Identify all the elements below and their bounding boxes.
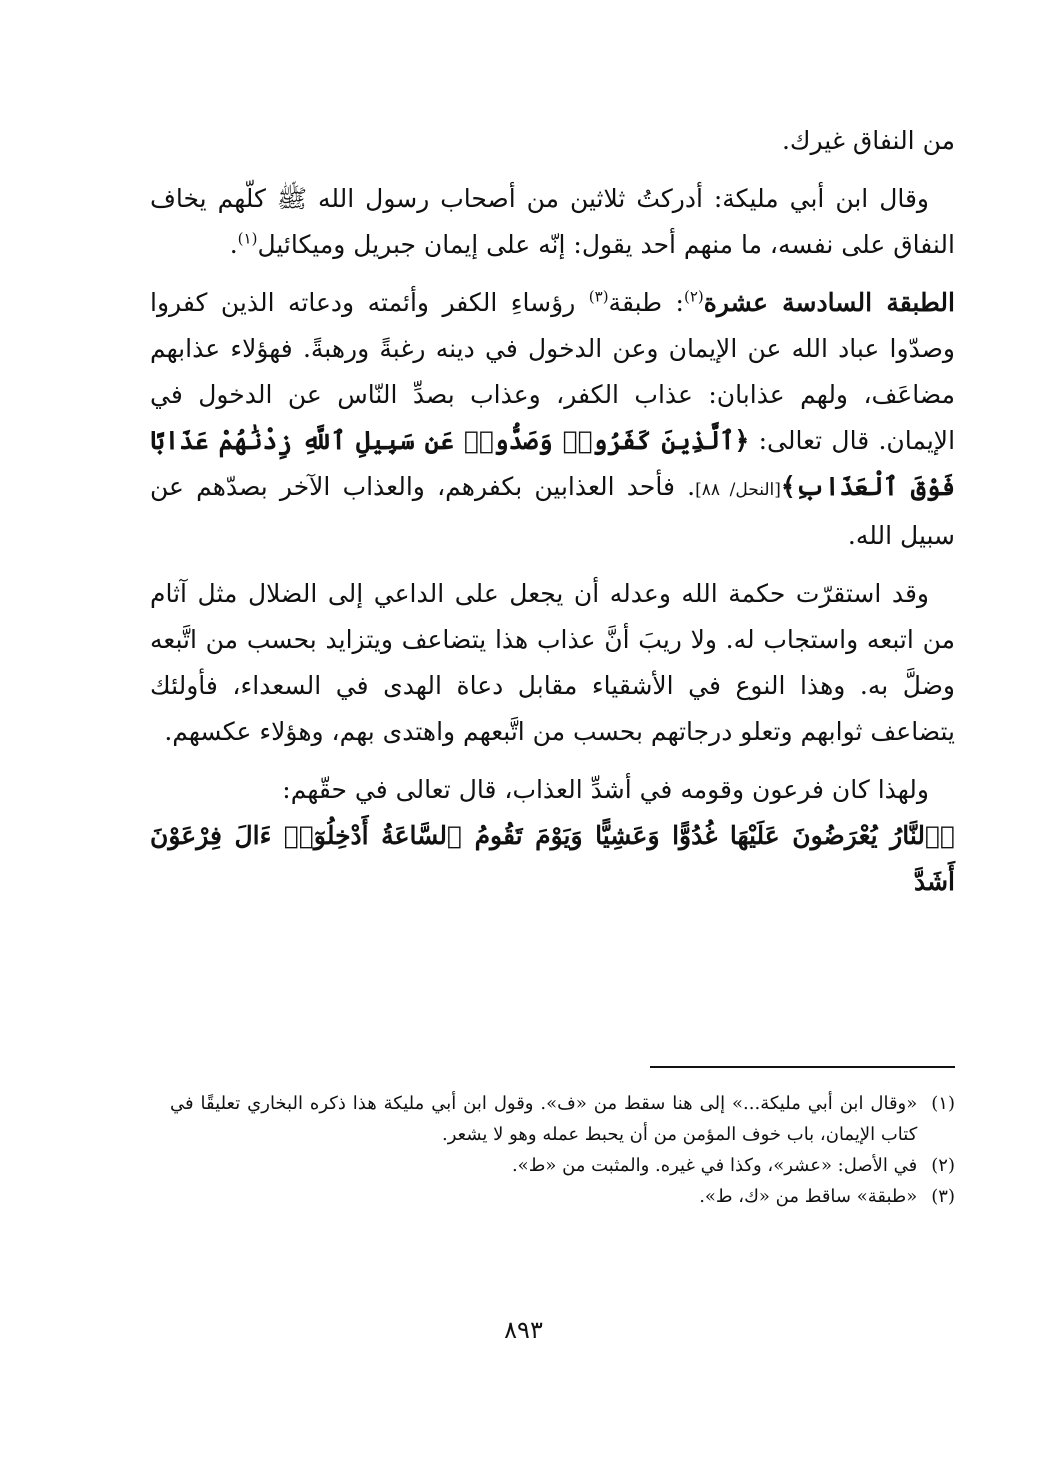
footnote-number: (١) (931, 1093, 955, 1114)
footnote-ref-1[interactable]: (١) (237, 229, 258, 248)
paragraph-5 (150, 767, 955, 905)
section-heading: الطبقة السادسة عشرة (703, 288, 955, 317)
quran-verse-2: ﴿ٱلنَّارُ يُعْرَضُونَ عَلَيْهَا غُدُوًّا وَعَشِيًّا وَيَوْمَ تَقُومُ ٱلسَّاعَةُ أَدْخِلُوٓا۟ ءَالَ فِرْعَوْنَ أَشَدَّ (150, 821, 955, 896)
footnote-text: «طبقة» ساقط من «ك، ط». (699, 1186, 918, 1207)
footnote-text: في الأصل: «عشر»، وكذا في غيره. والمثبت من «ط». (511, 1155, 918, 1176)
footnote-ref-3[interactable]: (٣) (588, 287, 609, 306)
page-number: ٨٩٣ (504, 1316, 543, 1344)
paragraph-2 (150, 176, 955, 268)
footnote-separator (650, 1066, 955, 1068)
paragraph-2-end: . (229, 230, 238, 259)
quran-reference-1: [النحل/ ٨٨] (695, 480, 781, 500)
paragraph-3-text-3: . فأحد العذابين بكفرهم، والعذاب الآخر بصدّهم عن سبيل الله. (150, 472, 955, 550)
footnote-text: «وقال ابن أبي مليكة...» إلى هنا سقط من «ف». وقول ابن أبي مليكة هذا ذكره البخاري تعليقًا في كتاب الإيمان، باب خوف المؤمن من أن يحبط عمله وهو لا يشعر. (170, 1093, 918, 1145)
footnote-3 (170, 1181, 955, 1212)
footnote-ref-2[interactable]: (٢) (683, 287, 704, 306)
footnote-1 (170, 1088, 955, 1150)
main-text (150, 118, 955, 917)
paragraph-4: وقد استقرّت حكمة الله وعدله أن يجعل على الداعي إلى الضلال مثل آثام من اتبعه واستجاب له. ولا ريبَ أنَّ عذاب هذا يتضاعف ويتزايد بحسب من اتَّبعه وضلَّ به. وهذا النوع في الأشقياء مقابل دعاة الهدى في السعداء، فأولئك يتضاعف ثوابهم وتعلو درجاتهم بحسب من اتَّبعهم واهتدى بهم، وهؤلاء عكسهم. (150, 579, 955, 746)
paragraph-2-text: وقال ابن أبي مليكة: أدركتُ ثلاثين من أصحاب رسول الله ﷺ كلّهم يخاف النفاق على نفسه، ما منهم أحد يقول: إنّه على إيمان جبريل وميكائيل (150, 184, 955, 259)
footnote-2 (170, 1150, 955, 1181)
footnotes (170, 1088, 955, 1212)
paragraph-3 (150, 280, 955, 559)
paragraph-1: من النفاق غيرك. (781, 126, 955, 155)
quran-verse-1: ﴿ٱلَّذِينَ كَفَرُوا۟ وَصَدُّوا۟ عَن سَبِيلِ ٱللَّهِ زِدْنَٰهُمْ عَذَابًا فَوْقَ ٱلْعَذَابِ﴾ (150, 426, 955, 501)
paragraph-3-text-2: رؤساءِ الكفر وأئمته ودعاته الذين كفروا وصدّوا عباد الله عن الإيمان وعن الدخول في دينه رغبةً ورهبةً. فهؤلاء عذابهم مضاعَف، ولهم عذابان: عذاب الكفر، وعذاب بصدِّ النّاس عن الدخول في الإيمان. قال تعالى: (150, 288, 956, 455)
footnote-number: (٣) (931, 1186, 955, 1207)
paragraph-3-text-1: : طبقة (608, 288, 684, 317)
paragraph-5-text: ولهذا كان فرعون وقومه في أشدِّ العذاب، قال تعالى في حقّهم: (282, 775, 929, 804)
footnote-number: (٢) (931, 1155, 955, 1176)
